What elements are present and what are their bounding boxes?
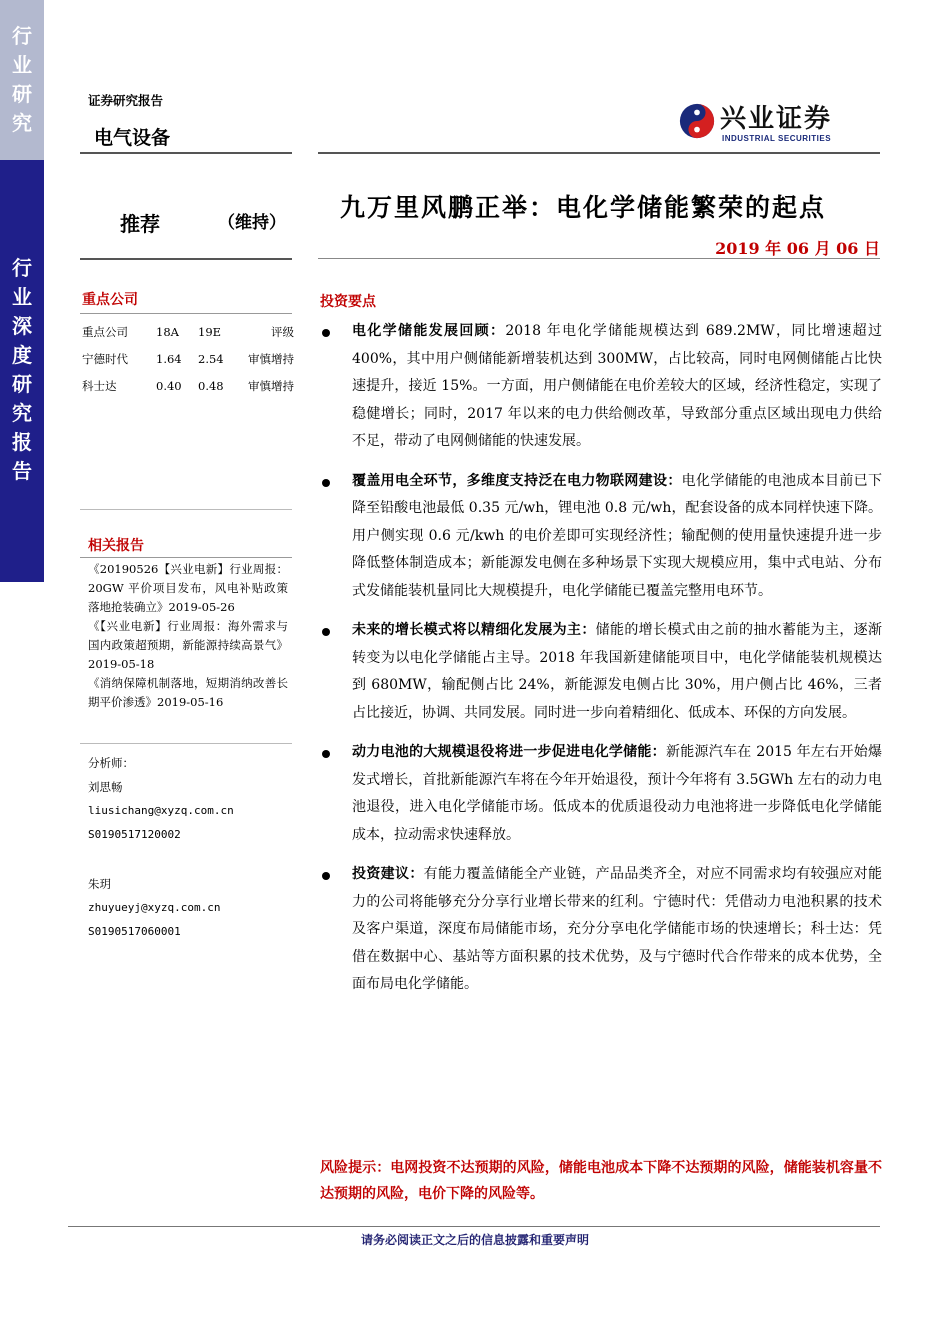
report-type-label: 证券研究报告 bbox=[88, 93, 164, 108]
company-logo bbox=[678, 98, 878, 150]
divider bbox=[80, 557, 292, 558]
divider bbox=[318, 258, 880, 259]
table-header-cell: 重点公司 bbox=[82, 324, 128, 339]
report-date: 2019 年 06 月 06 日 bbox=[715, 239, 880, 258]
side-label-report-type: 行 业 深 度 研 究 报 告 bbox=[12, 256, 32, 483]
bullet-dot-icon bbox=[322, 479, 330, 487]
rating-label: 推荐 bbox=[120, 212, 160, 236]
divider bbox=[80, 258, 292, 260]
analyst-cert: S0190517060001 bbox=[88, 925, 181, 938]
point-text: 新能源汽车在 2015 年左右开始爆发式增长，首批新能源汽车将在今年开始退役，预计今年将有 3.5GWh 左右的动力电池退役，进入电化学储能市场。低成本的优质退役动力电池将进一步降低电化学储能成本，拉动需求快速释放。 bbox=[352, 744, 882, 843]
rating-status: （维持） bbox=[218, 213, 286, 233]
investment-point bbox=[320, 861, 882, 999]
investment-point bbox=[320, 739, 882, 849]
table-row bbox=[82, 372, 294, 399]
logo-chinese-name: 兴业证券 bbox=[720, 104, 833, 134]
yin-yang-logo-icon bbox=[678, 102, 716, 140]
analyst-cert: S0190517120002 bbox=[88, 828, 181, 841]
analysts-heading: 分析师： bbox=[88, 756, 134, 770]
investment-points bbox=[320, 318, 882, 1011]
analyst-name: 朱玥 bbox=[88, 877, 111, 891]
analyst-name: 刘思畅 bbox=[88, 780, 123, 794]
table-cell: 0.40 bbox=[156, 378, 182, 393]
table-cell: 科士达 bbox=[82, 378, 117, 393]
divider bbox=[318, 152, 880, 154]
table-header-cell: 18A bbox=[156, 324, 179, 339]
table-header-cell: 19E bbox=[198, 324, 222, 339]
investment-point bbox=[320, 318, 882, 456]
table-cell: 2.54 bbox=[198, 351, 224, 366]
point-text: 2018 年电化学储能规模达到 689.2MW，同比增速超过 400%，其中用户侧储能新增装机达到 300MW，占比较高，同时电网侧储能占比快速提升，接近 15%。一方面，用户侧储能在电价差较大的区域，经济性稳定，实现了稳健增长；同时，2017 年以来的电力供给侧改革，导致部分重点区域出现电力供给不足，带动了电网侧储能的快速发展。 bbox=[352, 323, 883, 449]
table-cell: 审慎增持 bbox=[248, 378, 294, 393]
related-reports-heading: 相关报告 bbox=[88, 538, 144, 554]
analyst-email[interactable]: liusichang@xyzq.com.cn bbox=[88, 804, 234, 817]
bullet-dot-icon bbox=[322, 750, 330, 758]
risk-warning: 风险提示：电网投资不达预期的风险，储能电池成本下降不达预期的风险，储能装机容量不达预期的风险，电价下降的风险等。 bbox=[320, 1160, 882, 1202]
divider bbox=[80, 313, 292, 314]
key-companies-table bbox=[82, 318, 294, 399]
related-report-item[interactable]: 《20190526【兴业电新】行业周报：20GW 平价项目发布，风电补贴政策落地抢装确立》2019-05-26 bbox=[88, 562, 288, 614]
point-lead: 电化学储能发展回顾： bbox=[352, 323, 506, 339]
table-cell: 审慎增持 bbox=[248, 351, 294, 366]
table-row bbox=[82, 345, 294, 372]
related-report-item[interactable]: 《消纳保障机制落地，短期消纳改善长期平价渗透》2019-05-16 bbox=[88, 676, 288, 709]
related-reports-list bbox=[88, 560, 288, 712]
investment-highlights-heading: 投资要点 bbox=[320, 294, 376, 310]
divider bbox=[80, 509, 292, 510]
footer-disclaimer[interactable]: 请务必阅读正文之后的信息披露和重要声明 bbox=[360, 1233, 589, 1247]
related-report-item[interactable]: 《【兴业电新】行业周报：海外需求与国内政策超预期，新能源持续高景气》2019-05-18 bbox=[88, 619, 288, 671]
bullet-dot-icon bbox=[322, 872, 330, 880]
divider bbox=[80, 152, 292, 154]
point-lead: 未来的增长模式将以精细化发展为主： bbox=[352, 622, 596, 638]
industry-label: 电气设备 bbox=[94, 127, 171, 149]
investment-point bbox=[320, 468, 882, 606]
divider bbox=[80, 743, 292, 744]
table-header-cell: 评级 bbox=[271, 324, 294, 339]
analyst-email[interactable]: zhuyueyj@xyzq.com.cn bbox=[88, 901, 221, 914]
point-lead: 覆盖用电全环节，多维度支持泛在电力物联网建设： bbox=[352, 472, 682, 489]
point-text: 有能力覆盖储能全产业链，产品品类齐全，对应不同需求均有较强应对能力的公司将能够充分分享行业增长带来的红利。宁德时代：凭借动力电池积累的技术及客户渠道，深度布局储能市场，充分分享电化学储能市场的快速增长；科士达：凭借在数据中心、基站等方面积累的技术优势，及与宁德时代合作带来的成本优势，全面布局电化学储能。 bbox=[352, 866, 883, 992]
point-text: 电化学储能的电池成本目前已下降至铅酸电池最低 0.35 元/wh，锂电池 0.8 元/wh，配套设备的成本同样快速下降。用户侧实现 0.6 元/kwh 的电价差即可实现经济性；输配侧的使用量快速提升进一步降低整体制造成本；新能源发电侧在多种场景下实现大规模应用，集中式电站、分布式发储能装机量同比大规模提升，电化学储能已覆盖完整用电环节。 bbox=[352, 472, 883, 599]
investment-point bbox=[320, 617, 882, 727]
bullet-dot-icon bbox=[322, 628, 330, 636]
point-lead: 动力电池的大规模退役将进一步促进电化学储能： bbox=[352, 744, 666, 760]
table-header-row bbox=[82, 318, 294, 345]
logo-english-name: INDUSTRIAL SECURITIES bbox=[722, 134, 832, 143]
point-lead: 投资建议： bbox=[352, 866, 424, 882]
table-cell: 1.64 bbox=[156, 351, 182, 366]
bullet-dot-icon bbox=[322, 329, 330, 337]
table-cell: 宁德时代 bbox=[82, 351, 128, 366]
side-label-industry-research: 行 业 研 究 bbox=[12, 24, 32, 135]
divider bbox=[68, 1226, 880, 1227]
point-text: 储能的增长模式由之前的抽水蓄能为主，逐渐转变为以电化学储能占主导。2018 年我国新建储能项目中，电化学储能装机规模达到 680MW，输配侧占比 24%，新能源发电侧占比 30%，用户侧占比 46%，三者占比接近，协调、共同发展。同时进一步向着精细化、低成本、环保的方向发展。 bbox=[352, 622, 883, 721]
table-cell: 0.48 bbox=[198, 378, 224, 393]
report-title: 九万里风鹏正举：电化学储能繁荣的起点 bbox=[340, 193, 827, 222]
key-companies-heading: 重点公司 bbox=[82, 292, 138, 308]
